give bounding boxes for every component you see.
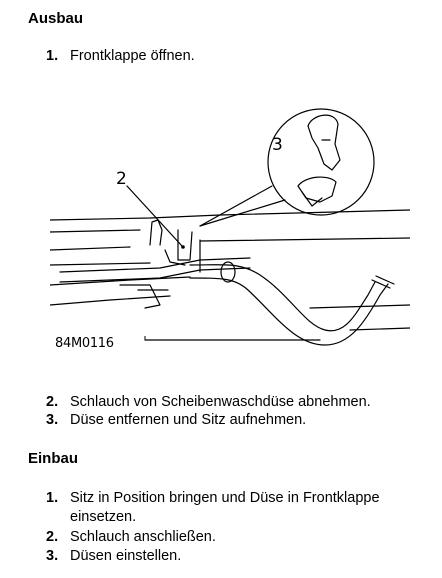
panel-line bbox=[200, 238, 410, 241]
panel-line bbox=[50, 210, 410, 220]
hose bbox=[190, 265, 375, 331]
step-number: 3. bbox=[46, 412, 59, 428]
nozzle-body bbox=[150, 220, 162, 245]
nozzle-illustration bbox=[50, 100, 410, 350]
step-text: Düse entfernen und Sitz aufnehmen. bbox=[70, 412, 307, 428]
callout-3-label: 3 bbox=[272, 135, 283, 155]
detail-pointer bbox=[200, 186, 272, 226]
step-text: Sitz in Position bringen und Düse in Frontklappe bbox=[70, 490, 380, 506]
step-number: 1. bbox=[46, 48, 59, 64]
section-heading-ausbau: Ausbau bbox=[28, 10, 84, 27]
callout-2-leader bbox=[127, 186, 182, 246]
panel-line bbox=[50, 263, 150, 265]
step-number: 2. bbox=[46, 529, 59, 545]
step-text: Düsen einstellen. bbox=[70, 548, 182, 564]
section-heading-einbau: Einbau bbox=[28, 450, 79, 467]
panel-line bbox=[50, 230, 140, 232]
figure-code: 84M0116 bbox=[55, 336, 114, 350]
detail-seat bbox=[298, 177, 336, 202]
nozzle-body bbox=[178, 230, 192, 260]
step-text: einsetzen. bbox=[70, 509, 137, 525]
step-number: 2. bbox=[46, 394, 59, 410]
step-number: 1. bbox=[46, 490, 59, 506]
step-text: Schlauch von Scheibenwaschdüse abnehmen. bbox=[70, 394, 371, 410]
step-number: 3. bbox=[46, 548, 59, 564]
callout-2-label: 2 bbox=[116, 169, 127, 189]
detail-nozzle bbox=[308, 115, 340, 170]
callout-2-point bbox=[181, 245, 185, 249]
detail-pointer bbox=[200, 200, 285, 226]
step-text: Frontklappe öffnen. bbox=[70, 48, 195, 64]
panel-line bbox=[50, 296, 170, 305]
nozzle-body bbox=[165, 250, 185, 265]
panel-line bbox=[50, 247, 130, 250]
panel-line bbox=[350, 328, 410, 330]
detail-seat bbox=[302, 192, 322, 206]
hose bbox=[190, 278, 388, 345]
step-text: Schlauch anschließen. bbox=[70, 529, 216, 545]
